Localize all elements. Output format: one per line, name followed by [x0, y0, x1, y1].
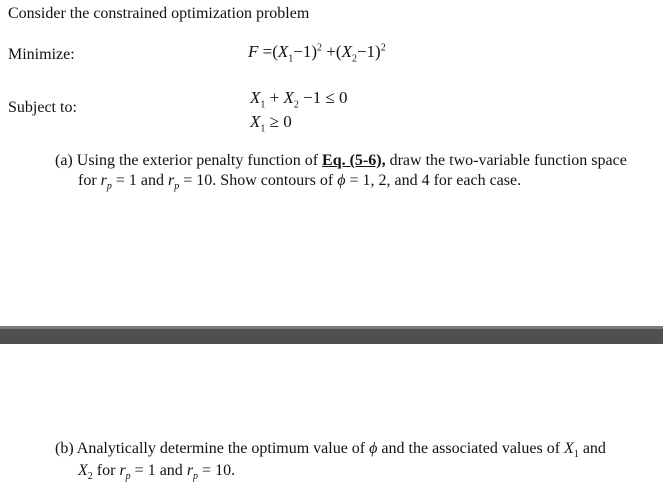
part-b-and2: and	[159, 462, 183, 479]
objective-var1: X	[277, 42, 289, 61]
objective-paren1: (	[272, 42, 278, 61]
phi-values: = 1, 2,	[349, 172, 391, 189]
objective-lhs: F	[248, 42, 259, 61]
phi-symbol-b: ϕ	[369, 440, 378, 457]
rp-symbol-b2: r	[186, 462, 194, 479]
c1-var1: X	[250, 88, 261, 107]
rp-sub-b1: p	[125, 471, 131, 483]
part-b-line1	[55, 440, 606, 461]
rp-symbol: r	[100, 172, 107, 189]
minimize-label: Minimize:	[8, 46, 75, 63]
objective-minus1: −1)	[293, 42, 318, 61]
part-a-tail: and 4 for each case.	[394, 172, 522, 189]
subject-to-label: Subject to:	[8, 99, 77, 116]
rp-value-10: = 10	[183, 172, 213, 189]
objective-sub2: 2	[351, 53, 357, 65]
c1-var2: X	[283, 88, 294, 107]
part-a-show: . Show contours of	[212, 172, 334, 189]
rp-symbol-2: r	[168, 172, 175, 189]
constraint-1	[250, 88, 348, 111]
part-b-and: and	[582, 440, 606, 457]
rp-sub-b2: p	[193, 471, 199, 483]
x2-symbol: X	[78, 462, 88, 479]
rp-sub-2: p	[174, 181, 180, 193]
part-a-for: for	[78, 172, 97, 189]
rp-symbol-b1: r	[119, 462, 126, 479]
objective-minus2: −1)	[356, 42, 381, 61]
rp-sub: p	[106, 181, 112, 193]
rp-value-b1: = 1	[134, 462, 156, 479]
part-a-line1	[55, 152, 627, 170]
part-b-line2	[78, 462, 236, 483]
eq-ref-link[interactable]: Eq. (5-6),	[322, 152, 386, 169]
c2-var: X	[250, 112, 261, 131]
objective-eq: =	[262, 42, 273, 61]
objective-exp2: 2	[380, 42, 386, 54]
objective-paren2: (	[335, 42, 342, 61]
objective-sub1: 1	[288, 53, 294, 65]
c1-rest: −1 ≤ 0	[303, 88, 348, 107]
part-a-line2	[78, 172, 522, 193]
intro-text: Consider the constrained optimization problem	[8, 5, 310, 22]
phi-symbol: ϕ	[337, 172, 346, 189]
part-a-suffix: draw the two-variable function space	[389, 152, 627, 169]
part-a-prefix: (a) Using the exterior penalty function of	[55, 152, 319, 169]
c1-plus: +	[269, 88, 280, 107]
c1-sub1: 1	[260, 99, 266, 111]
objective-exp1: 2	[317, 42, 323, 54]
c2-rest: ≥ 0	[269, 112, 292, 131]
x2-sub: 2	[87, 471, 93, 483]
c1-sub2: 2	[293, 99, 299, 111]
constraint-2	[250, 112, 292, 135]
part-b-prefix: (b) Analytically determine the optimum value of	[55, 440, 366, 457]
part-b-end: .	[231, 462, 236, 479]
objective-equation	[248, 42, 386, 65]
part-b-for: for	[96, 462, 116, 479]
objective-var2: X	[341, 42, 352, 61]
part-b-mid: and the associated values of	[381, 440, 561, 457]
part-a-and: and	[140, 172, 165, 189]
c2-sub: 1	[260, 123, 266, 135]
section-divider-highlight	[0, 326, 663, 329]
x1-symbol: X	[564, 440, 574, 457]
rp-value-1: = 1	[115, 172, 137, 189]
rp-value-b2: = 10	[202, 462, 232, 479]
objective-plus: +	[326, 42, 336, 61]
x1-sub: 1	[573, 449, 579, 461]
